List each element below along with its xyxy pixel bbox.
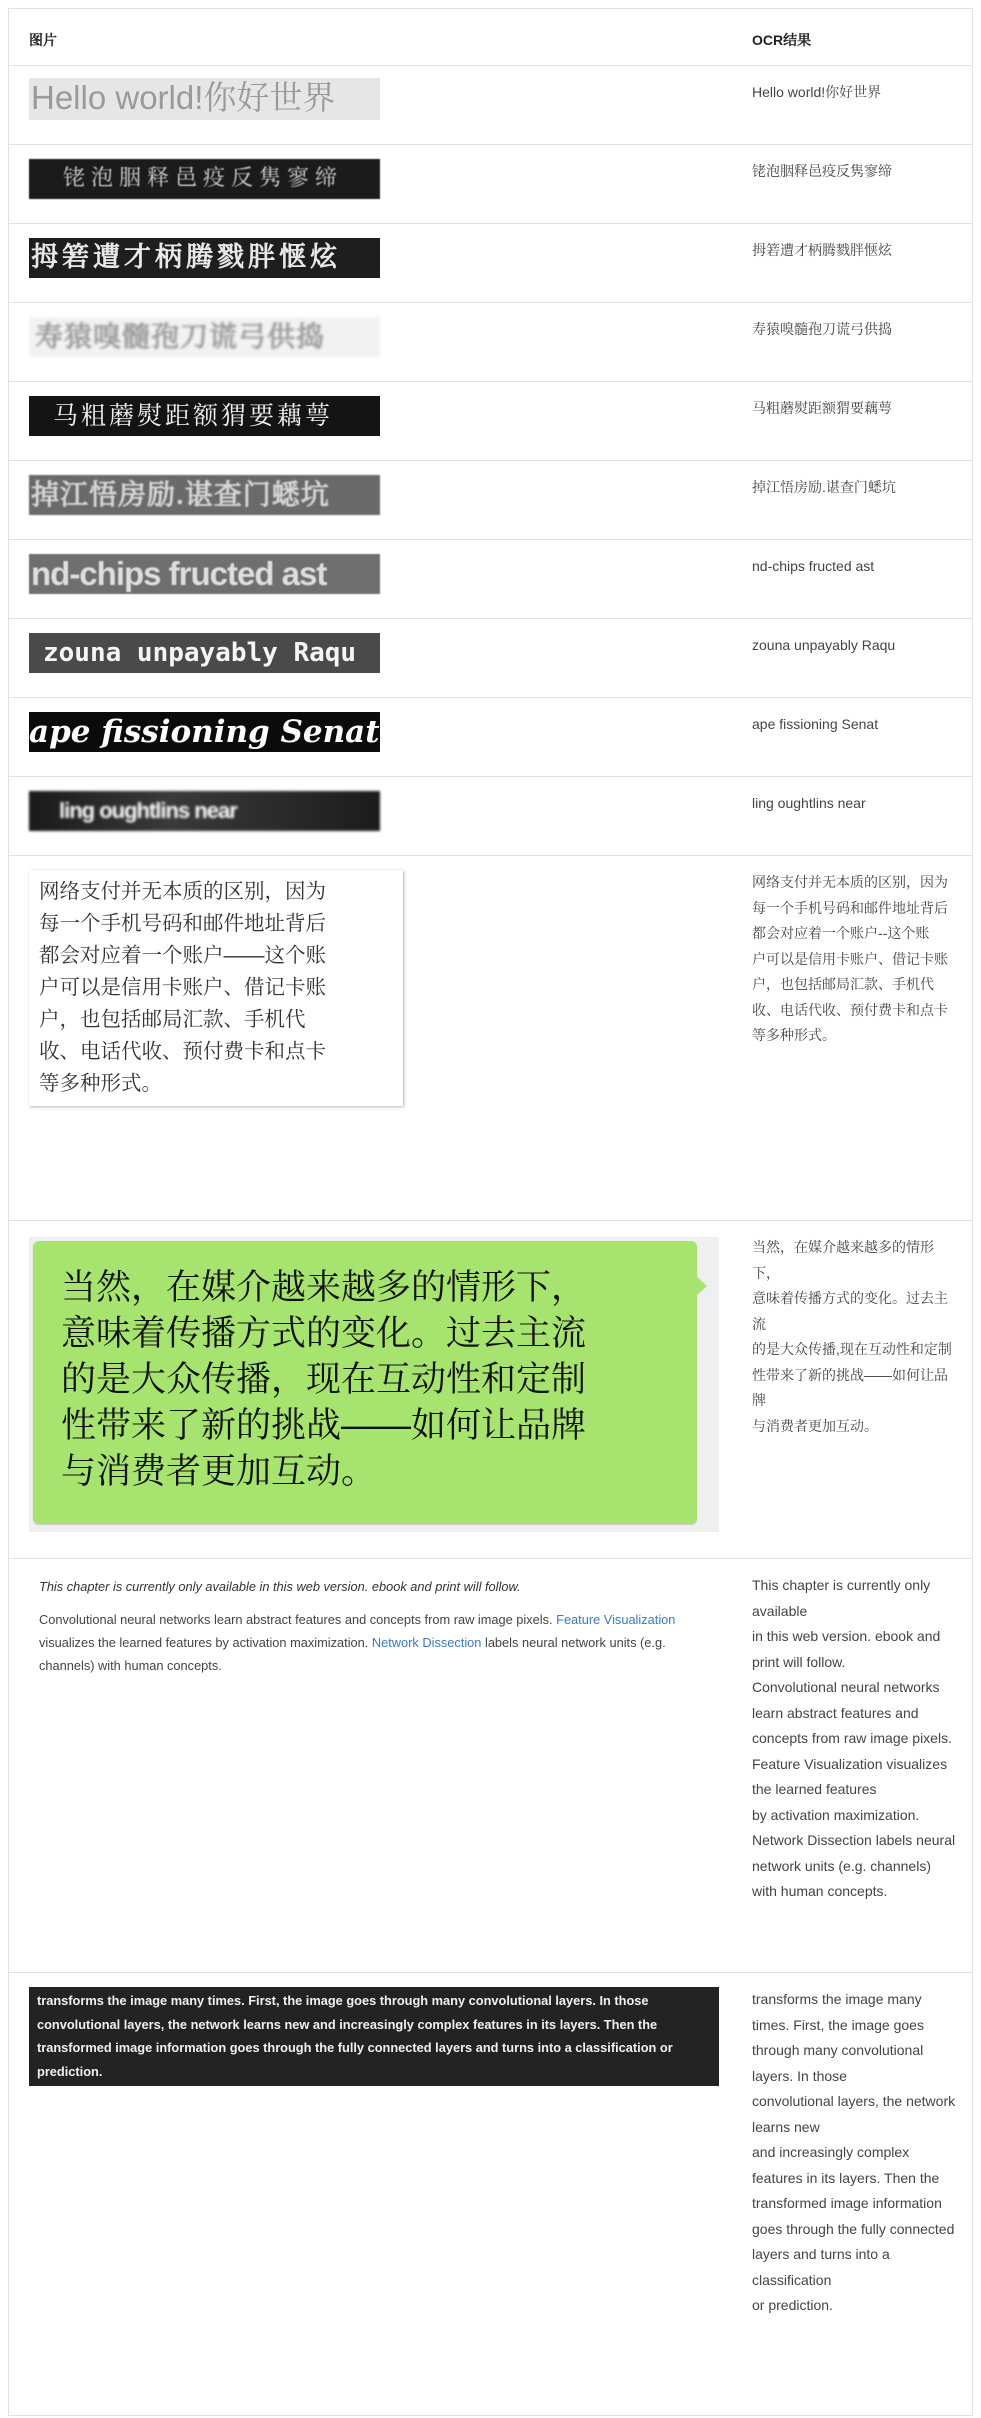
sample-image-text: 掉江悟房励.谌查门蟋坑 xyxy=(31,479,330,510)
paragraph xyxy=(39,1608,709,1677)
table-row xyxy=(9,698,972,777)
network-dissection-link[interactable]: Network Dissection xyxy=(371,1635,482,1650)
ocr-result: This chapter is currently only available in this web version. ebook and print will follow. Convolutional neural networks learn abstract features and concepts from raw image pixels. Feature Visualization visualizes the learned features by activation maximization. Network Dissection labels neural network units (e.g. channels) with human concepts. xyxy=(752,1577,956,1899)
sample-image-text: ling oughtlins near xyxy=(59,798,237,823)
sample-image-text: 寿猿嗅髓孢刀谎弓供捣 xyxy=(35,320,326,353)
sample-image-text: ape fissioning Senat xyxy=(29,714,380,750)
sample-image-paragraph: 网络支付并无本质的区别，因为 每一个手机号码和邮件地址背后 都会对应着一个账户——这个账 户可以是信用卡账户、借记卡账 户，也包括邮局汇款、手机代 收、电话代收、预付费卡和点卡 等多种形式。 xyxy=(29,870,403,1106)
table-row xyxy=(9,461,972,540)
sample-image xyxy=(29,78,380,120)
sample-image-text: 马粗蘑熨距额猬要藕萼 xyxy=(53,401,334,430)
table-header xyxy=(9,9,972,66)
table-row xyxy=(9,224,972,303)
sample-image-text: 铑泡胭释邑疫反隽寥缔 xyxy=(63,166,344,191)
table-row xyxy=(9,1973,972,2415)
ocr-result: zouna unpayably Raqu xyxy=(752,637,896,653)
sample-image xyxy=(29,317,380,357)
sample-image-webpage xyxy=(39,1575,709,1677)
paragraph-text: labels neural network units (e.g. channels) with human concepts. xyxy=(39,1635,666,1673)
sample-image-text: Hello world!你好世界 xyxy=(31,79,336,116)
sample-image xyxy=(29,159,380,199)
ocr-result: 当然，在媒介越来越多的情形下， 意味着传播方式的变化。过去主流 的是大众传播,现在互动性和定制 性带来了新的挑战——如何让品牌 与消费者更加互动。 xyxy=(752,1239,952,1434)
ocr-result: nd-chips fructed ast xyxy=(752,558,875,574)
table-row xyxy=(9,856,972,1221)
sample-image xyxy=(29,633,380,673)
ocr-result: 铑泡胭释邑疫反隽寥缔 xyxy=(752,163,892,179)
table-row xyxy=(9,382,972,461)
chapter-note: This chapter is currently only available in this web version. ebook and print will follow. xyxy=(39,1579,521,1594)
table-row xyxy=(9,1559,972,1973)
feature-visualization-link[interactable]: Feature Visualization xyxy=(556,1612,676,1627)
table-row xyxy=(9,145,972,224)
table-row xyxy=(9,1221,972,1559)
ocr-result: 寿猿嗅髓孢刀谎弓供捣 xyxy=(752,321,892,337)
sample-image xyxy=(29,396,380,436)
ocr-result: 拇箬遭才柄腾戮胖惬炫 xyxy=(752,242,892,258)
ocr-result: Hello world!你好世界 xyxy=(752,84,882,100)
chat-bubble-text: 当然，在媒介越来越多的情形下， 意味着传播方式的变化。过去主流 的是大众传播，现在互动性和定制 性带来了新的挑战——如何让品牌 与消费者更加互动。 xyxy=(33,1241,697,1524)
sample-image-text: zouna unpayably Raqu xyxy=(43,638,357,668)
ocr-result: 马粗蘑熨距额猬要藕萼 xyxy=(752,400,892,416)
sample-image xyxy=(29,554,380,594)
sample-image-text: nd-chips fructed ast xyxy=(31,555,327,592)
ocr-results-table xyxy=(8,8,973,2416)
table-row xyxy=(9,303,972,382)
sample-image xyxy=(29,238,380,278)
table-row xyxy=(9,777,972,856)
ocr-result: ape fissioning Senat xyxy=(752,716,879,732)
sample-image-chat-bubble xyxy=(29,1237,719,1532)
ocr-result: 掉江悟房励.谌查门蟋坑 xyxy=(752,479,896,495)
ocr-result: 网络支付并无本质的区别，因为 每一个手机号码和邮件地址背后 都会对应着一个账户--这个账 户可以是信用卡账户、借记卡账 户，也包括邮局汇款、手机代 收、电话代收、预付费卡和点卡 等多种形式。 xyxy=(752,874,948,1043)
sample-image xyxy=(29,791,380,831)
sample-image xyxy=(29,475,380,515)
ocr-result: ling oughtlins near xyxy=(752,795,866,811)
ocr-result: transforms the image many times. First, the image goes through many convolutional layers. In those convolutional layers, the network learns new and increasingly complex features in its layers. Then the transformed image information goes through the fully connected layers and turns into a classification or prediction. xyxy=(752,1991,956,2313)
sample-image-text: 拇箬遭才柄腾戮胖惬炫 xyxy=(31,242,341,273)
table-row xyxy=(9,619,972,698)
sample-image-dark-paragraph: transforms the image many times. First, the image goes through many convolutional layers. In those convolutional layers, the network learns new and increasingly complex features in its layers. Then the transformed image information goes through the fully connected layers and turns into a classification or prediction. xyxy=(29,1987,719,2086)
chat-bubble-tail xyxy=(697,1277,707,1295)
table-row xyxy=(9,540,972,619)
paragraph-text: Convolutional neural networks learn abstract features and concepts from raw image pixels. xyxy=(39,1612,557,1627)
column-header-ocr: OCR结果 xyxy=(752,32,812,48)
table-row xyxy=(9,66,972,145)
paragraph-text: visualizes the learned features by activation maximization. xyxy=(39,1635,372,1650)
sample-image xyxy=(29,712,380,752)
column-header-image: 图片 xyxy=(29,32,57,48)
